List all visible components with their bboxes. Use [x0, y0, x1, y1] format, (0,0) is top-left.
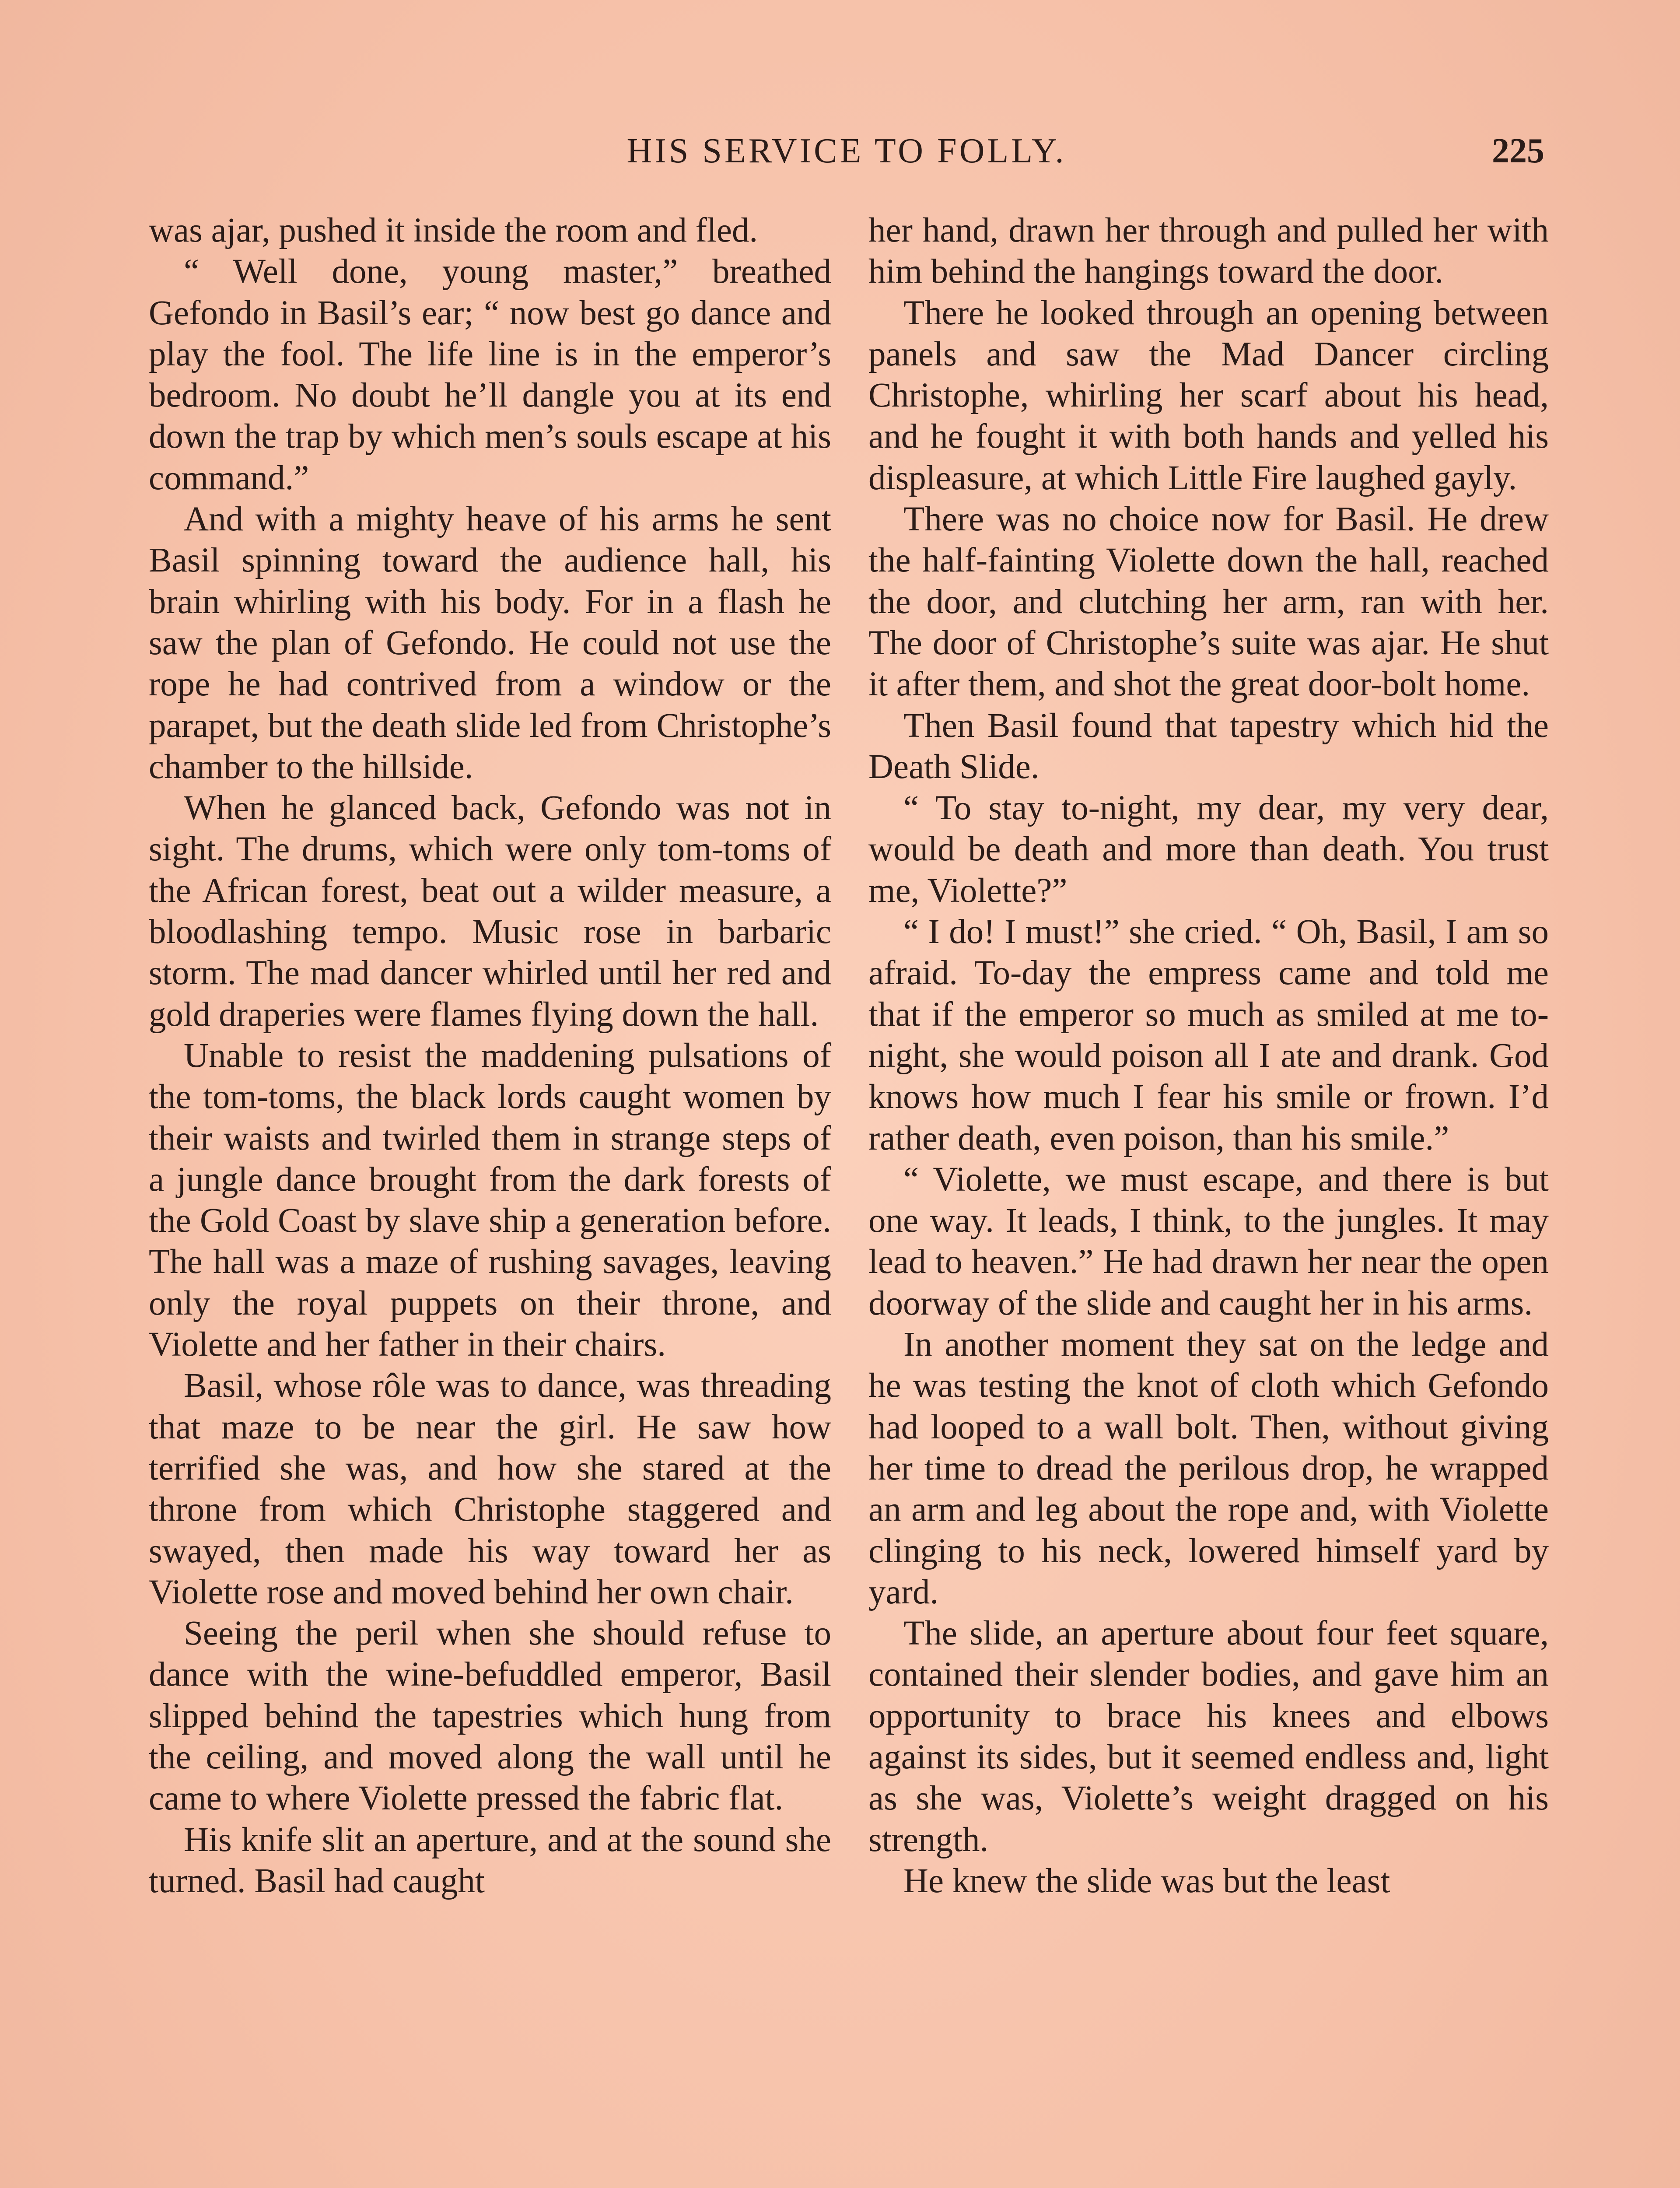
- page-number: 225: [1492, 132, 1544, 170]
- paragraph: “ Well done, young master,” breathed Gefondo in Basil’s ear; “ now best go dance and play the fool. The life line is in the emperor’s bedroom. No doubt he’ll dangle you at its end down the trap by which men’s souls escape at his command.”: [149, 252, 831, 497]
- page-header: [149, 131, 1544, 179]
- paragraph: He knew the slide was but the least: [903, 1862, 1390, 1900]
- paragraph: His knife slit an aperture, and at the sound she turned. Basil had caught: [149, 1820, 831, 1900]
- paragraph: In another moment they sat on the ledge and he was testing the knot of cloth which Gefondo had looped to a wall bolt. Then, without giving her time to dread the perilous drop, he wrapped an arm and leg about the rope and, with Violette clinging to his neck, lowered himself yard by yard.: [868, 1325, 1549, 1611]
- paragraph: There he looked through an opening between panels and saw the Mad Dancer circling Christophe, whirling her scarf about his head, and he fought it with both hands and yelled his displeasure, at which Little Fire laughed gayly.: [868, 294, 1549, 497]
- paragraph: “ I do! I must!” she cried. “ Oh, Basil, I am so afraid. To-day the empress came and told me that if the emperor so much as smiled at me tonight, she would poison all I ate and drank. God knows how much I fear his smile or frown. I’d rather death, even poison, than his smile.”: [868, 913, 1549, 1157]
- right-column: [868, 210, 1549, 1902]
- paragraph: The slide, an aperture about four feet square, contained their slender bodies, and gave him an opportunity to brace his knees and elbows against its sides, but it seemed endless and, light as she was, Violette’s weight dragged on his strength.: [868, 1614, 1549, 1859]
- paragraph: When he glanced back, Gefondo was not in sight. The drums, which were only tom-toms of the African forest, beat out a wilder measure, a bloodlashing tempo. Music rose in barbaric storm. The mad dancer whirled until her red and gold draperies were flames flying down the hall.: [149, 789, 831, 1034]
- paragraph: “ Violette, we must escape, and there is but one way. It leads, I think, to the jungles. It may lead to heaven.” He had drawn her near the open doorway of the slide and caught her in his arms.: [868, 1160, 1549, 1322]
- paragraph: “ To stay to-night, my dear, my very dear, would be death and more than death. You trust me, Violette?”: [868, 789, 1549, 910]
- paragraph: Unable to resist the maddening pulsations of the tom-toms, the black lords caught women by their waists and twirled them in strange steps of a jungle dance brought from the dark forests of the Gold Coast by slave ship a generation before. The hall was a maze of rushing savages, leaving only the royal puppets on their throne, and Violette and her father in their chairs.: [149, 1036, 831, 1364]
- paragraph: And with a mighty heave of his arms he sent Basil spinning toward the audience hall, his brain whirling with his body. For in a flash he saw the plan of Gefondo. He could not use the rope he had contrived from a window or the parapet, but the death slide led from Christophe’s chamber to the hillside.: [149, 500, 831, 786]
- paragraph: Basil, whose rôle was to dance, was threading that maze to be near the girl. He saw how terrified she was, and how she stared at the throne from which Christophe staggered and swayed, then made his way toward her as Violette rose and moved behind her own chair.: [149, 1367, 831, 1611]
- running-title: HIS SERVICE TO FOLLY.: [626, 132, 1067, 170]
- paragraph: There was no choice now for Basil. He drew the half-fainting Violette down the hall, reached the door, and clutching her arm, ran with her. The door of Christophe’s suite was ajar. He shut it after them, and shot the great door-bolt home.: [868, 500, 1549, 704]
- paragraph: her hand, drawn her through and pulled her with him behind the hangings toward the door.: [868, 211, 1549, 291]
- paragraph: Seeing the peril when she should refuse to dance with the wine-befuddled emperor, Basil slipped behind the tapestries which hung from the ceiling, and moved along the wall until he came to where Violette pressed the fabric flat.: [149, 1614, 831, 1818]
- left-column: [149, 210, 831, 1902]
- paragraph: was ajar, pushed it inside the room and fled.: [149, 211, 758, 249]
- paragraph: Then Basil found that tapestry which hid the Death Slide.: [868, 706, 1549, 786]
